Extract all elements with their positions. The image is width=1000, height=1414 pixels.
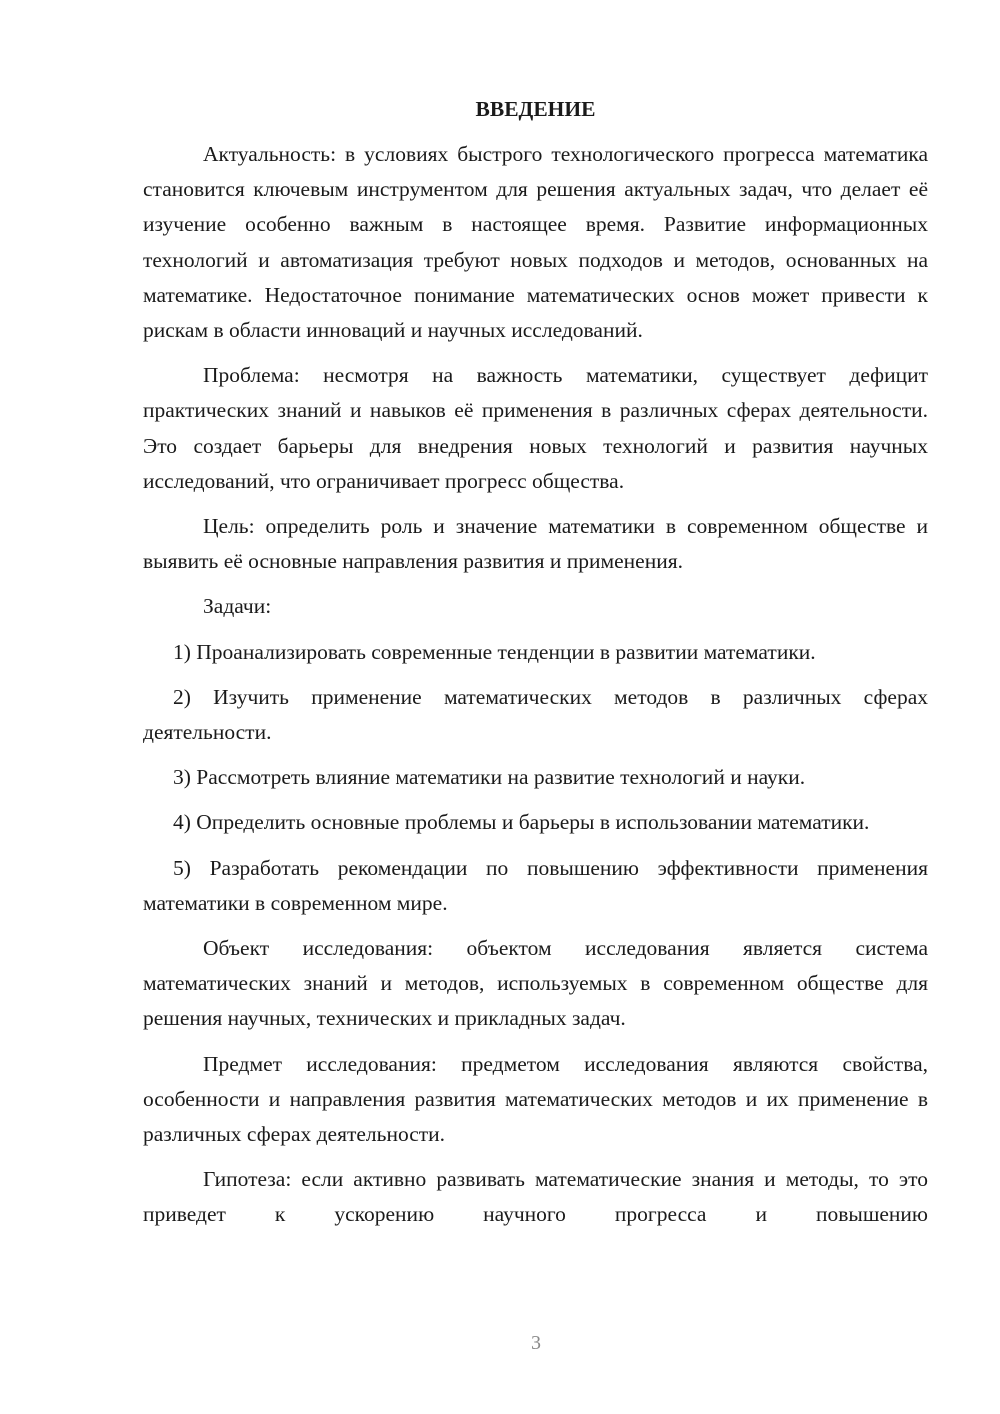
task-item: 3) Рассмотреть влияние математики на развитие технологий и науки.: [173, 765, 806, 790]
page-title: ВВЕДЕНИЕ: [475, 97, 596, 121]
document-body: [143, 92, 928, 1243]
goal-paragraph: Цель: определить роль и значение математики в современном обществе и выявить её основные направления развития и применения.: [143, 514, 928, 574]
task-item: 4) Определить основные проблемы и барьеры в использовании математики.: [173, 810, 870, 835]
tasks-label: Задачи:: [203, 594, 272, 619]
relevance-paragraph: Актуальность: в условиях быстрого технологического прогресса математика становится ключевым инструментом для решения актуальных задач, что делает её изучение особенно важным в настоящее время. Развитие информационных технологий и автоматизация требуют новых подходов и методов, основанных на математике. Недостаточное понимание математических основ может привести к рискам в области инноваций и научных исследований.: [143, 142, 928, 343]
task-item: 2) Изучить применение математических методов в различных сферах деятельности.: [143, 684, 928, 745]
subject-paragraph: Предмет исследования: предметом исследования являются свойства, особенности и направления развития математических методов и их применение в различных сферах деятельности.: [143, 1051, 928, 1147]
problem-paragraph: Проблема: несмотря на важность математики, существует дефицит практических знаний и навыков её применения в различных сферах деятельности. Это создает барьеры для внедрения новых технологий и развития научных исследований, что ограничивает прогресс общества.: [143, 363, 928, 493]
task-item: 1) Проанализировать современные тенденции в развитии математики.: [173, 639, 816, 664]
hypothesis-paragraph: Гипотеза: если активно развивать математические знания и методы, то это приведет к ускорению научного прогресса и повышению: [143, 1167, 928, 1227]
page-number: 3: [531, 1332, 541, 1354]
object-paragraph: Объект исследования: объектом исследования является система математических знаний и методов, используемых в современном обществе для решения научных, технических и прикладных задач.: [143, 936, 928, 1031]
task-item: 5) Разработать рекомендации по повышению эффективности применения математики в современном мире.: [143, 855, 928, 915]
